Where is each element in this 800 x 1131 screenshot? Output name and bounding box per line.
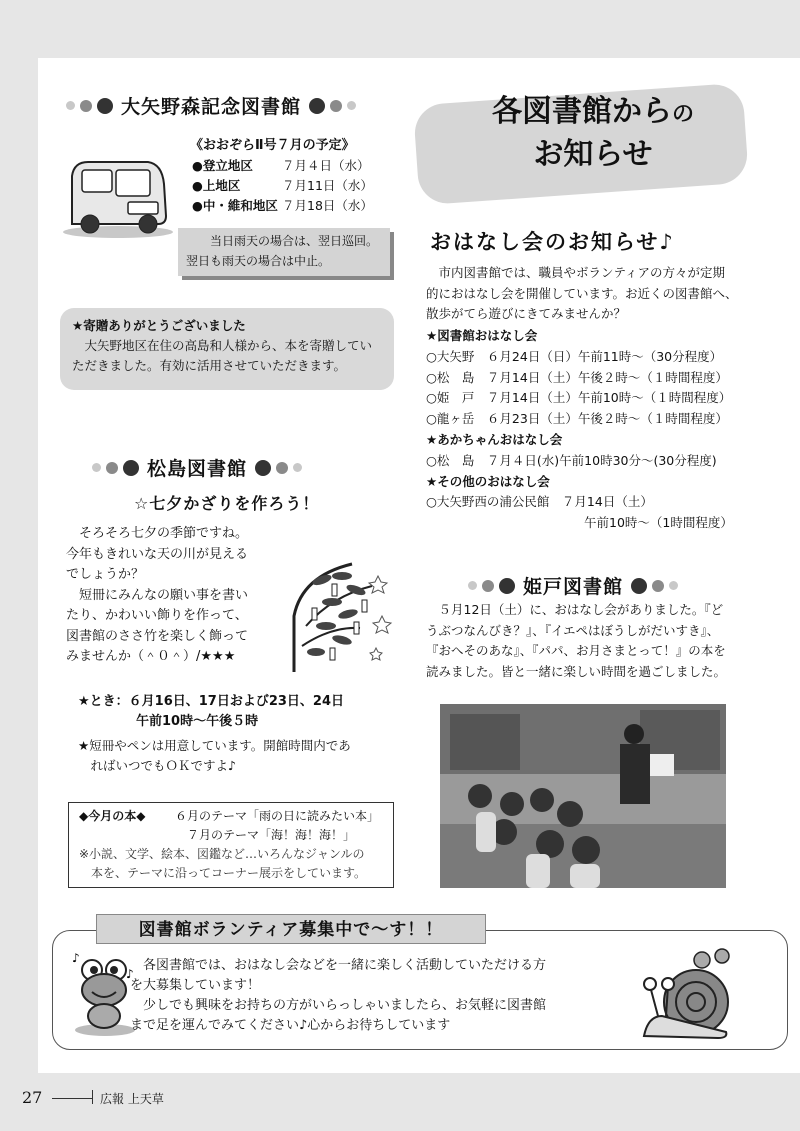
news-title bbox=[438, 92, 748, 175]
snail-icon bbox=[638, 946, 736, 1042]
volunteer-title: 図書館ボランティア募集中で～す！！ bbox=[96, 914, 486, 944]
schedule-row: ●登立地区 ７月４日（水） bbox=[192, 158, 370, 173]
ohanashi-group-label: ★その他のおはなし会 bbox=[426, 473, 550, 489]
volunteer-body: 各図書館では、おはなし会などを一緒に楽しく活動していただける方 を大募集しています！ 少しでも興味をお持ちの方がいらっしゃいましたら、お気軽に図書館 まで足を運んでみてください♪心からお待ちしています bbox=[130, 958, 547, 1033]
heading-dots-right bbox=[255, 460, 302, 476]
himedo-body: ５月12日（土）に、おはなし会がありました。『ど うぶつなんびき？』、『イエペはぼうしがだいすき』、 『おへそのあな』、『パパ、お月さまとって！』の本を 読みました。皆と一緒に楽しい時間を過ごしました。 bbox=[426, 602, 727, 679]
himedo-title: 姫戸図書館 bbox=[523, 576, 624, 598]
ohanashi-row: ○姫 戸 ７月14日（土）午前10時～（１時間程度） bbox=[426, 390, 732, 406]
ohanashi-title: おはなし会のお知らせ♪ bbox=[430, 230, 675, 254]
ohanashi-row: ○大矢野西の浦公民館 ７月14日（土） bbox=[426, 494, 653, 510]
ohanashi-intro: 市内図書館では、職員やボランティアの方々が定期 的におはなし会を開催しています。お近くの図書館へ、 散歩がてら遊びにきてみませんか？ bbox=[426, 265, 738, 321]
donation-body: 大矢野地区在住の高島和人様から、本を寄贈していただきました。有効に活用させていただきます。 bbox=[72, 338, 373, 373]
schedule-row: ●上地区 ７月11日（水） bbox=[192, 178, 373, 193]
matsushima-when-time: 午前10時～午後５時 bbox=[136, 714, 259, 729]
heading-dots-left bbox=[468, 578, 515, 594]
omori-heading bbox=[66, 92, 356, 119]
ohanashi-row: ○松 島 ７月14日（土）午後２時～（１時間程度） bbox=[426, 369, 728, 385]
ohanashi-row: 午前10時～（1時間程度） bbox=[584, 515, 733, 531]
tanabata-bamboo-icon bbox=[282, 556, 402, 674]
bookmobile-icon bbox=[58, 154, 173, 240]
footer-rule bbox=[52, 1098, 92, 1099]
news-title-suffix: の bbox=[671, 102, 694, 127]
rain-note-box bbox=[178, 228, 390, 276]
ohanashi-row: ○龍ヶ岳 ６月23日（土）午後２時～（１時間程度） bbox=[426, 411, 728, 427]
news-title-line2: お知らせ bbox=[533, 137, 653, 172]
heading-dots-left bbox=[92, 460, 139, 476]
ohanashi-group-label: ★あかちゃんおはなし会 bbox=[426, 431, 563, 447]
ohanashi-group-label: ★図書館おはなし会 bbox=[426, 328, 538, 343]
donation-title: ★寄贈ありがとうございました bbox=[72, 318, 246, 333]
svg-text:♪: ♪ bbox=[126, 967, 134, 981]
ohanashi-row: ○大矢野 ６月24日（日）午前11時～（30分程度） bbox=[426, 348, 723, 364]
matsushima-subtitle: ☆七夕かざりを作ろう！ bbox=[134, 494, 320, 513]
heading-dots-left bbox=[66, 98, 113, 114]
omori-schedule-list bbox=[192, 156, 382, 216]
ohanashi-row: ○松 島 ７月４日(水)午前10時30分～(30分程度) bbox=[426, 452, 717, 468]
matsushima-body: そろそろ七夕の季節ですね。 今年もきれいな天の川が見える でしょうか？ 短冊にみんなの願い事を書い たり、かわいい飾りを作って、 図書館のささ竹を楽しく飾って みませんか（＾０＾）/★★★ bbox=[66, 526, 249, 664]
matsushima-heading bbox=[92, 454, 302, 481]
books-theme-july: ７月のテーマ「海！海！海！」 bbox=[187, 828, 356, 842]
publication-name: 広報 上天草 bbox=[100, 1092, 164, 1106]
books-label: ◆今月の本◆ bbox=[79, 809, 146, 823]
heading-dots-right bbox=[631, 578, 678, 594]
heading-dots-right bbox=[309, 98, 356, 114]
ohanashi-schedule bbox=[426, 326, 798, 534]
news-title-line1: 各図書館から bbox=[491, 94, 672, 129]
matsushima-note: ★短冊やペンは用意しています。開館時間内であ ればいつでもＯＫですよ♪ bbox=[78, 738, 351, 773]
schedule-row: ●中・維和地区 ７月18日（水） bbox=[192, 198, 373, 213]
rain-note-line: 翌日も雨天の場合は中止。 bbox=[186, 254, 331, 268]
footer-rule-end bbox=[92, 1090, 93, 1104]
page-number: 27 bbox=[22, 1088, 43, 1107]
omori-schedule-title: 《おおぞらⅡ号７月の予定》 bbox=[190, 138, 355, 153]
matsushima-when-label: ★とき：６月16日、17日および23日、24日 bbox=[78, 694, 345, 709]
himedo-heading bbox=[468, 572, 678, 599]
donation-box bbox=[60, 308, 394, 390]
storytime-photo bbox=[440, 704, 726, 888]
rain-note-line: 当日雨天の場合は、翌日巡回。 bbox=[210, 234, 379, 248]
matsushima-title: 松島図書館 bbox=[147, 458, 248, 480]
monthly-books-box bbox=[68, 802, 394, 888]
page-sheet bbox=[38, 58, 800, 1073]
omori-title: 大矢野森記念図書館 bbox=[121, 96, 302, 118]
svg-text:♪: ♪ bbox=[72, 951, 80, 965]
books-note: ※小説、文学、絵本、図鑑など…いろんなジャンルの bbox=[79, 847, 365, 861]
books-theme-june: ６月のテーマ「雨の日に読みたい本」 bbox=[175, 809, 380, 823]
books-note: 本を、テーマに沿ってコーナー展示をしています。 bbox=[91, 866, 367, 880]
